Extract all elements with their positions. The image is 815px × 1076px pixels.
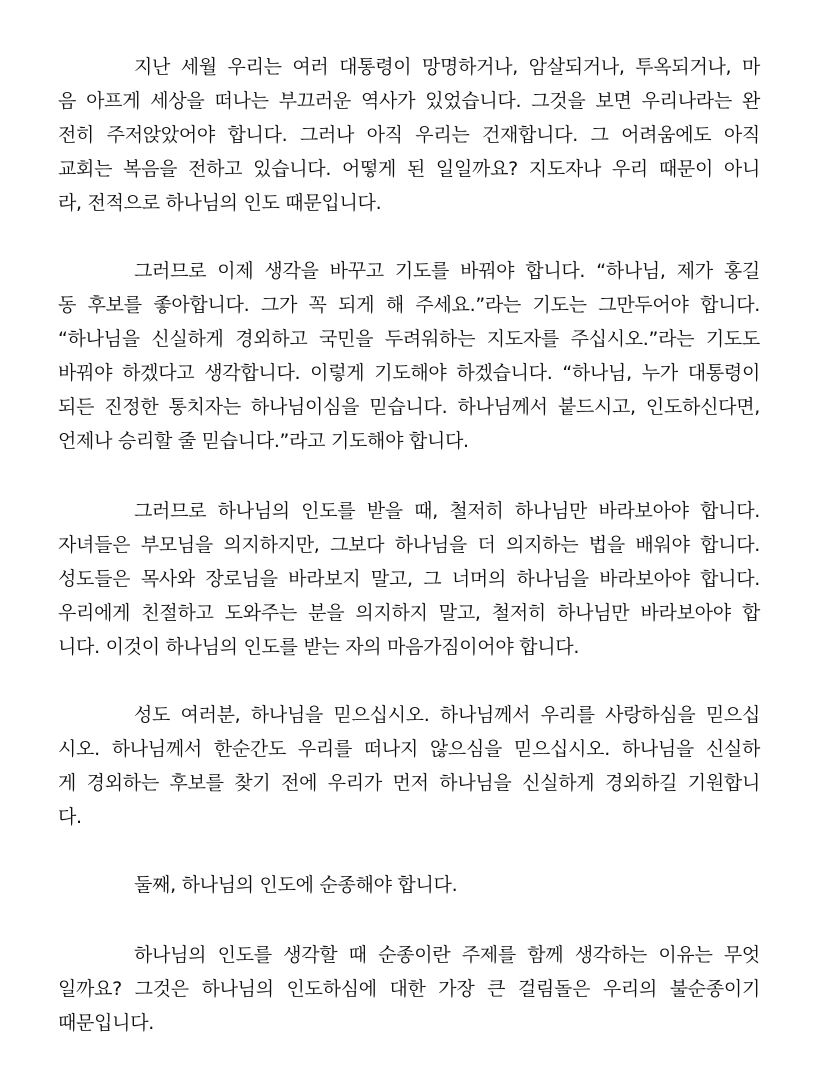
- paragraph-line: 시오. 하나님께서 한순간도 우리를 떠나지 않으심을 믿으십시오. 하나님을 신실하: [58, 738, 760, 760]
- paragraph-1: [58, 50, 760, 220]
- section-heading-line: 둘째, 하나님의 인도에 순종해야 합니다.: [134, 874, 458, 896]
- paragraph-line: 언제나 승리할 줄 믿습니다.”라고 기도해야 합니다.: [58, 430, 469, 452]
- paragraph-line: 그러므로 하나님의 인도를 받을 때, 철저히 하나님만 바라보아야 합니다.: [134, 500, 760, 522]
- paragraph-line: 바꿔야 하겠다고 생각합니다. 이렇게 기도해야 하겠습니다. “하나님, 누가 대통령이: [58, 362, 760, 384]
- paragraph-line: 우리에게 친절하고 도와주는 분을 의지하지 말고, 철저히 하나님만 바라보아야 합: [58, 602, 760, 624]
- paragraph-line: 라, 전적으로 하나님의 인도 때문입니다.: [58, 192, 382, 214]
- paragraph-line: 지난 세월 우리는 여러 대통령이 망명하거나, 암살되거나, 투옥되거나, 마: [134, 56, 760, 78]
- paragraph-line: 성도 여러분, 하나님을 믿으십시오. 하나님께서 우리를 사랑하심을 믿으십: [134, 704, 760, 726]
- paragraph-line: 다.: [58, 806, 82, 828]
- paragraph-line: 동 후보를 좋아합니다. 그가 꼭 되게 해 주세요.”라는 기도는 그만두어야 합니다.: [58, 294, 760, 316]
- paragraph-4: [58, 698, 760, 834]
- paragraph-line: 하나님의 인도를 생각할 때 순종이란 주제를 함께 생각하는 이유는 무엇: [134, 944, 760, 966]
- paragraph-line: 전히 주저앉았어야 합니다. 그러나 아직 우리는 건재합니다. 그 어려움에도 아직: [58, 124, 760, 146]
- paragraph-3: [58, 494, 760, 664]
- paragraph-line: 교회는 복음을 전하고 있습니다. 어떻게 된 일일까요? 지도자나 우리 때문이 아니: [58, 158, 760, 180]
- paragraph-line: 자녀들은 부모님을 의지하지만, 그보다 하나님을 더 의지하는 법을 배워야 합니다.: [58, 534, 760, 556]
- paragraph-line: 음 아프게 세상을 떠나는 부끄러운 역사가 있었습니다. 그것을 보면 우리나라는 완: [58, 90, 760, 112]
- paragraph-2: [58, 254, 760, 458]
- paragraph-line: 그러므로 이제 생각을 바꾸고 기도를 바꿔야 합니다. “하나님, 제가 홍길: [134, 260, 760, 282]
- paragraph-6: [58, 938, 760, 1040]
- paragraph-line: “하나님을 신실하게 경외하고 국민을 두려워하는 지도자를 주십시오.”라는 기도도: [58, 328, 760, 350]
- paragraph-line: 성도들은 목사와 장로님을 바라보지 말고, 그 너머의 하나님을 바라보아야 합니다.: [58, 568, 760, 590]
- paragraph-line: 때문입니다.: [58, 1012, 155, 1034]
- paragraph-line: 게 경외하는 후보를 찾기 전에 우리가 먼저 하나님을 신실하게 경외하길 기원합니: [58, 772, 760, 794]
- paragraph-line: 되든 진정한 통치자는 하나님이심을 믿습니다. 하나님께서 붙드시고, 인도하신다면,: [58, 396, 760, 418]
- section-heading-obedience: [58, 868, 760, 902]
- paragraph-line: 니다. 이것이 하나님의 인도를 받는 자의 마음가짐이어야 합니다.: [58, 636, 580, 658]
- paragraph-line: 일까요? 그것은 하나님의 인도하심에 대한 가장 큰 걸림돌은 우리의 불순종이기: [58, 978, 760, 1000]
